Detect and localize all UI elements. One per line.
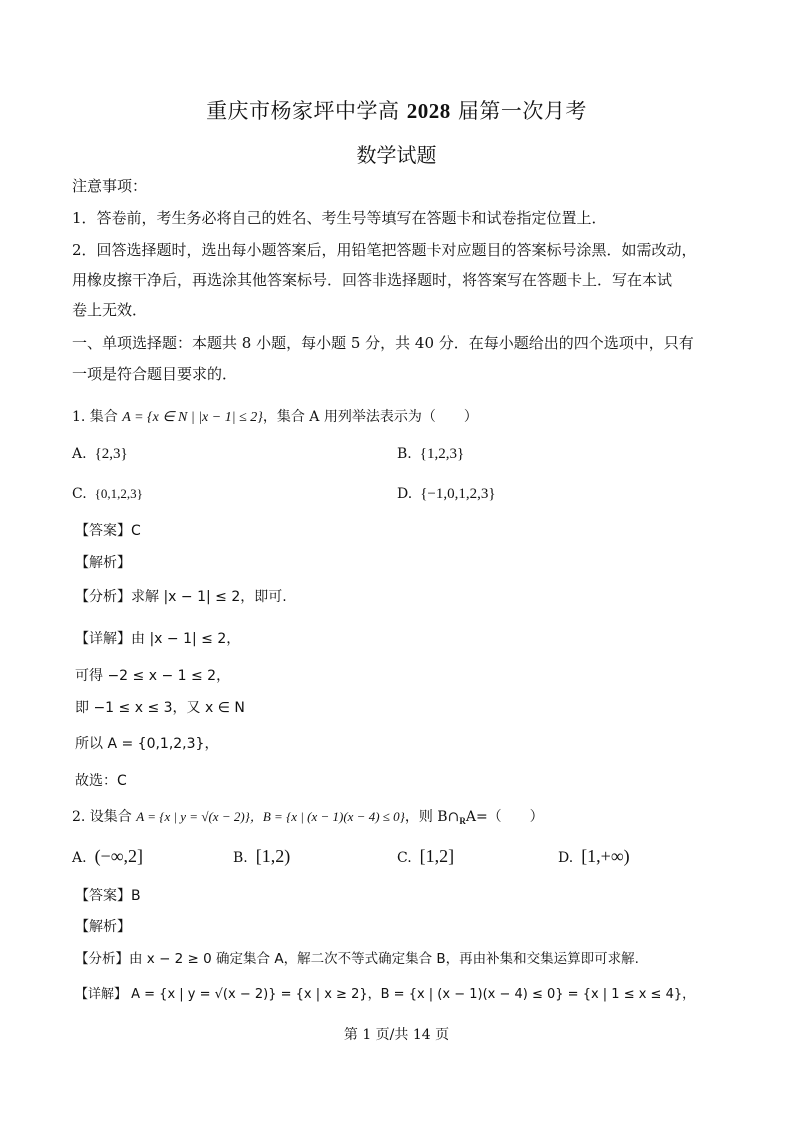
option-label: D.	[558, 850, 574, 866]
q2-suffix-post: A=（ ）	[465, 809, 544, 825]
option-value: [1,2)	[255, 846, 291, 866]
title-year: 2028	[406, 99, 451, 123]
page-footer: 第 1 页/共 14 页	[343, 1027, 450, 1043]
option-label: D.	[397, 486, 413, 502]
option-value: {−1,0,1,2,3}	[420, 486, 496, 502]
q1-answer: 【答案】C	[75, 523, 141, 539]
option-value: (−∞,2]	[94, 846, 144, 866]
section-heading-line-1: 一、单项选择题：本题共 8 小题，每小题 5 分，共 40 分．在每小题给出的四个选项中，只有	[72, 334, 694, 352]
q2-xiangjie: 【详解】 A = {x | y = √(x − 2)} = {x | x ≥ 2}，B = {x | (x − 1)(x − 4) ≤ 0} = {x | 1 ≤ x ≤ 4}，	[75, 987, 696, 1002]
exam-subtitle: 数学试题	[356, 143, 437, 167]
notice-item-2-line-2: 用橡皮擦干净后，再选涂其他答案标号．回答非选择题时，将答案写在答题卡上．写在本试	[72, 271, 673, 289]
question-2	[72, 807, 544, 831]
q1-suffix: ，集合 A 用列举法表示为（ ）	[262, 409, 478, 425]
option-label: C.	[397, 850, 412, 866]
notice-item-1: 1．答卷前，考生务必将自己的姓名、考生号等填写在答题卡和试卷指定位置上．	[72, 209, 607, 227]
option-label: C.	[72, 486, 87, 502]
title-exam: 届第一次月考	[450, 99, 587, 123]
option-value: {0,1,2,3}	[94, 486, 143, 501]
option-value: [1,2]	[419, 846, 455, 866]
q1-fenxi: 【分析】求解 |x − 1| ≤ 2，即可.	[75, 589, 287, 605]
q1-step-1: 可得 −2 ≤ x − 1 ≤ 2，	[75, 668, 231, 684]
notice-heading: 注意事项：	[72, 177, 148, 195]
q2-option-b	[233, 846, 290, 868]
q1-step-3: 所以 A = {0,1,2,3}，	[75, 736, 219, 752]
section-heading-line-2: 一项是符合题目要求的．	[72, 365, 238, 383]
q1-option-b	[397, 444, 464, 464]
q2-option-d	[558, 846, 630, 868]
option-value: [1,+∞)	[581, 846, 630, 866]
q1-step-2: 即 −1 ≤ x ≤ 3，又 x ∈ N	[75, 700, 245, 716]
q2-answer: 【答案】B	[75, 888, 141, 904]
option-label: A.	[72, 850, 87, 866]
q1-prefix: 1. 集合	[72, 409, 118, 425]
question-1	[72, 407, 478, 428]
option-value: {1,2,3}	[419, 446, 465, 462]
option-label: B.	[397, 446, 412, 462]
q2-set-expression: A = {x | y = √(x − 2)}，B = {x | (x − 1)(x − 4) ≤ 0}	[136, 809, 405, 824]
option-label: A.	[72, 446, 87, 462]
q1-analysis-tag: 【解析】	[75, 555, 131, 571]
exam-title	[0, 95, 793, 125]
q2-option-a	[72, 846, 143, 868]
notice-item-2-line-1: 2．回答选择题时，选出每小题答案后，用铅笔把答题卡对应题目的答案标号涂黑．如需改动，	[72, 241, 697, 259]
q2-prefix: 2. 设集合	[72, 809, 132, 825]
q2-fenxi: 【分析】由 x − 2 ≥ 0 确定集合 A，解二次不等式确定集合 B，再由补集和交集运算即可求解.	[75, 951, 639, 967]
q2-option-c	[397, 846, 454, 868]
option-label: B.	[233, 850, 248, 866]
notice-item-2-line-3: 卷上无效．	[72, 301, 148, 319]
q1-option-d	[397, 484, 496, 504]
q2-suffix-sub: R	[459, 816, 466, 826]
q1-option-a	[72, 444, 128, 464]
q1-option-c	[72, 484, 143, 504]
title-school: 重庆市杨家坪中学高	[206, 99, 407, 123]
q1-xiangjie: 【详解】由 |x − 1| ≤ 2，	[75, 631, 241, 647]
q2-suffix-pre: ，则 B∩	[404, 809, 460, 825]
option-value: {2,3}	[94, 446, 128, 462]
q1-set-expression: A = {x ∈ N | |x − 1| ≤ 2}	[122, 410, 263, 425]
q2-analysis-tag: 【解析】	[75, 919, 131, 935]
q1-conclusion: 故选：C	[75, 773, 127, 789]
